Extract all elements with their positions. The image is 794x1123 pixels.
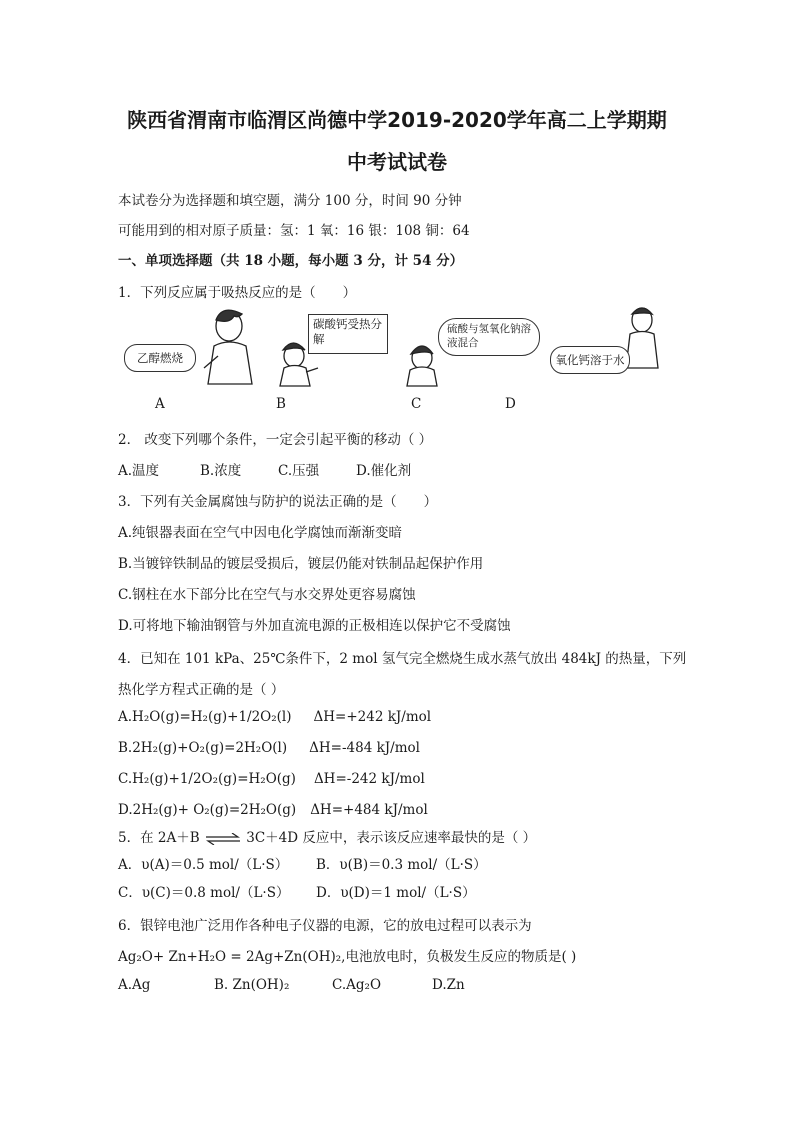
enthalpy: ΔH=-242 kJ/mol xyxy=(313,771,425,787)
question-6-equation: Ag₂O+ Zn+H₂O = 2Ag+Zn(OH)₂,电池放电时，负极发生反应的物质是( ) xyxy=(118,949,577,965)
intro-line2: 可能用到的相对原子质量：氢：1 氧：16 银：108 铜：64 xyxy=(118,223,470,239)
question-6-stem: 6．银锌电池广泛用作各种电子仪器的电源，它的放电过程可以表示为 xyxy=(118,918,532,934)
option: C.Ag₂O xyxy=(332,977,382,993)
bubble-c: 硫酸与氢氧化钠溶液混合 xyxy=(438,318,540,356)
option: D.催化剂 xyxy=(356,463,412,479)
question-3-option-b: B.当镀锌铁制品的镀层受损后，镀层仍能对铁制品起保护作用 xyxy=(118,556,484,572)
intro-line1: 本试卷分为选择题和填空题，满分 100 分，时间 90 分钟 xyxy=(118,193,462,209)
question-4-option-d xyxy=(118,802,428,818)
enthalpy: ΔH=+242 kJ/mol xyxy=(313,709,432,725)
option: B.浓度 xyxy=(200,463,242,479)
equation: H₂(g)+1/2O₂(g)=H₂O(g) xyxy=(132,771,296,787)
equation: 2H₂(g)+O₂(g)=2H₂O(l) xyxy=(132,740,288,756)
question-5-options-row2 xyxy=(118,881,476,901)
question-5-options-row1 xyxy=(118,853,487,873)
bubble-a: 乙醇燃烧 xyxy=(124,344,196,372)
question-1-stem: 1．下列反应属于吸热反应的是（ ） xyxy=(118,285,357,301)
figure-label-b: B xyxy=(276,396,286,412)
question-3-option-c: C.钢柱在水下部分比在空气与水交界处更容易腐蚀 xyxy=(118,587,416,603)
bubble-d: 氧化钙溶于水 xyxy=(550,346,630,374)
question-4-stem-line2: 热化学方程式正确的是（ ） xyxy=(118,682,285,698)
question-3-option-d: D.可将地下输油钢管与外加直流电源的正极相连以保护它不受腐蚀 xyxy=(118,618,511,634)
reversible-arrow-icon xyxy=(204,833,242,845)
question-4-option-b xyxy=(118,740,420,756)
option: A.Ag xyxy=(118,977,151,993)
option: D.Zn xyxy=(432,977,465,993)
question-3-stem: 3．下列有关金属腐蚀与防护的说法正确的是（ ） xyxy=(118,494,438,510)
option-prefix: D. xyxy=(118,802,133,818)
question-2-options xyxy=(118,459,411,479)
stem-part: 3C＋4D 反应中，表示该反应速率最快的是（ ） xyxy=(246,830,537,846)
option: D．υ(D)＝1 mol/（L·S） xyxy=(316,885,476,901)
question-4-stem-line1: 4．已知在 101 kPa、25℃条件下，2 mol 氢气完全燃烧生成水蒸气放出 484kJ 的热量，下列 xyxy=(118,651,687,667)
equation: 2H₂(g)+ O₂(g)=2H₂O(g) xyxy=(132,802,297,818)
stem-part: 5．在 2A＋B xyxy=(118,830,200,846)
question-3-option-a: A.纯银器表面在空气中因电化学腐蚀而渐渐变暗 xyxy=(118,525,403,541)
enthalpy: ΔH=-484 kJ/mol xyxy=(309,740,420,756)
option: C．υ(C)＝0.8 mol/（L·S） xyxy=(118,885,290,901)
section-heading: 一、单项选择题（共 18 小题，每小题 3 分，计 54 分） xyxy=(118,253,464,269)
option: A.温度 xyxy=(118,463,160,479)
equation: H₂O(g)=H₂(g)+1/2O₂(l) xyxy=(132,709,292,725)
question-4-option-a xyxy=(118,709,431,725)
option: C.压强 xyxy=(278,463,320,479)
option-prefix: C. xyxy=(118,771,133,787)
option: B．υ(B)＝0.3 mol/（L·S） xyxy=(316,857,487,873)
option-prefix: B. xyxy=(118,740,133,756)
figure-label-c: C xyxy=(411,396,422,412)
option: B. Zn(OH)₂ xyxy=(214,977,290,993)
question-4-option-c xyxy=(118,771,425,787)
figure-label-d: D xyxy=(505,396,516,412)
enthalpy: ΔH=+484 kJ/mol xyxy=(310,802,428,818)
question-6-options xyxy=(118,977,465,993)
exam-title-line1: 陕西省渭南市临渭区尚德中学2019-2020学年高二上学期期 xyxy=(127,108,667,132)
bubble-b: 碳酸钙受热分解 xyxy=(308,314,388,354)
question-5-stem xyxy=(118,826,536,846)
figure-label-a: A xyxy=(155,396,165,412)
option: A．υ(A)＝0.5 mol/（L·S） xyxy=(118,857,289,873)
question-1-illustration xyxy=(118,306,678,388)
option-prefix: A. xyxy=(118,709,133,725)
question-2-stem: 2． 改变下列哪个条件，一定会引起平衡的移动（ ） xyxy=(118,432,433,448)
exam-title-line2: 中考试试卷 xyxy=(347,150,447,174)
